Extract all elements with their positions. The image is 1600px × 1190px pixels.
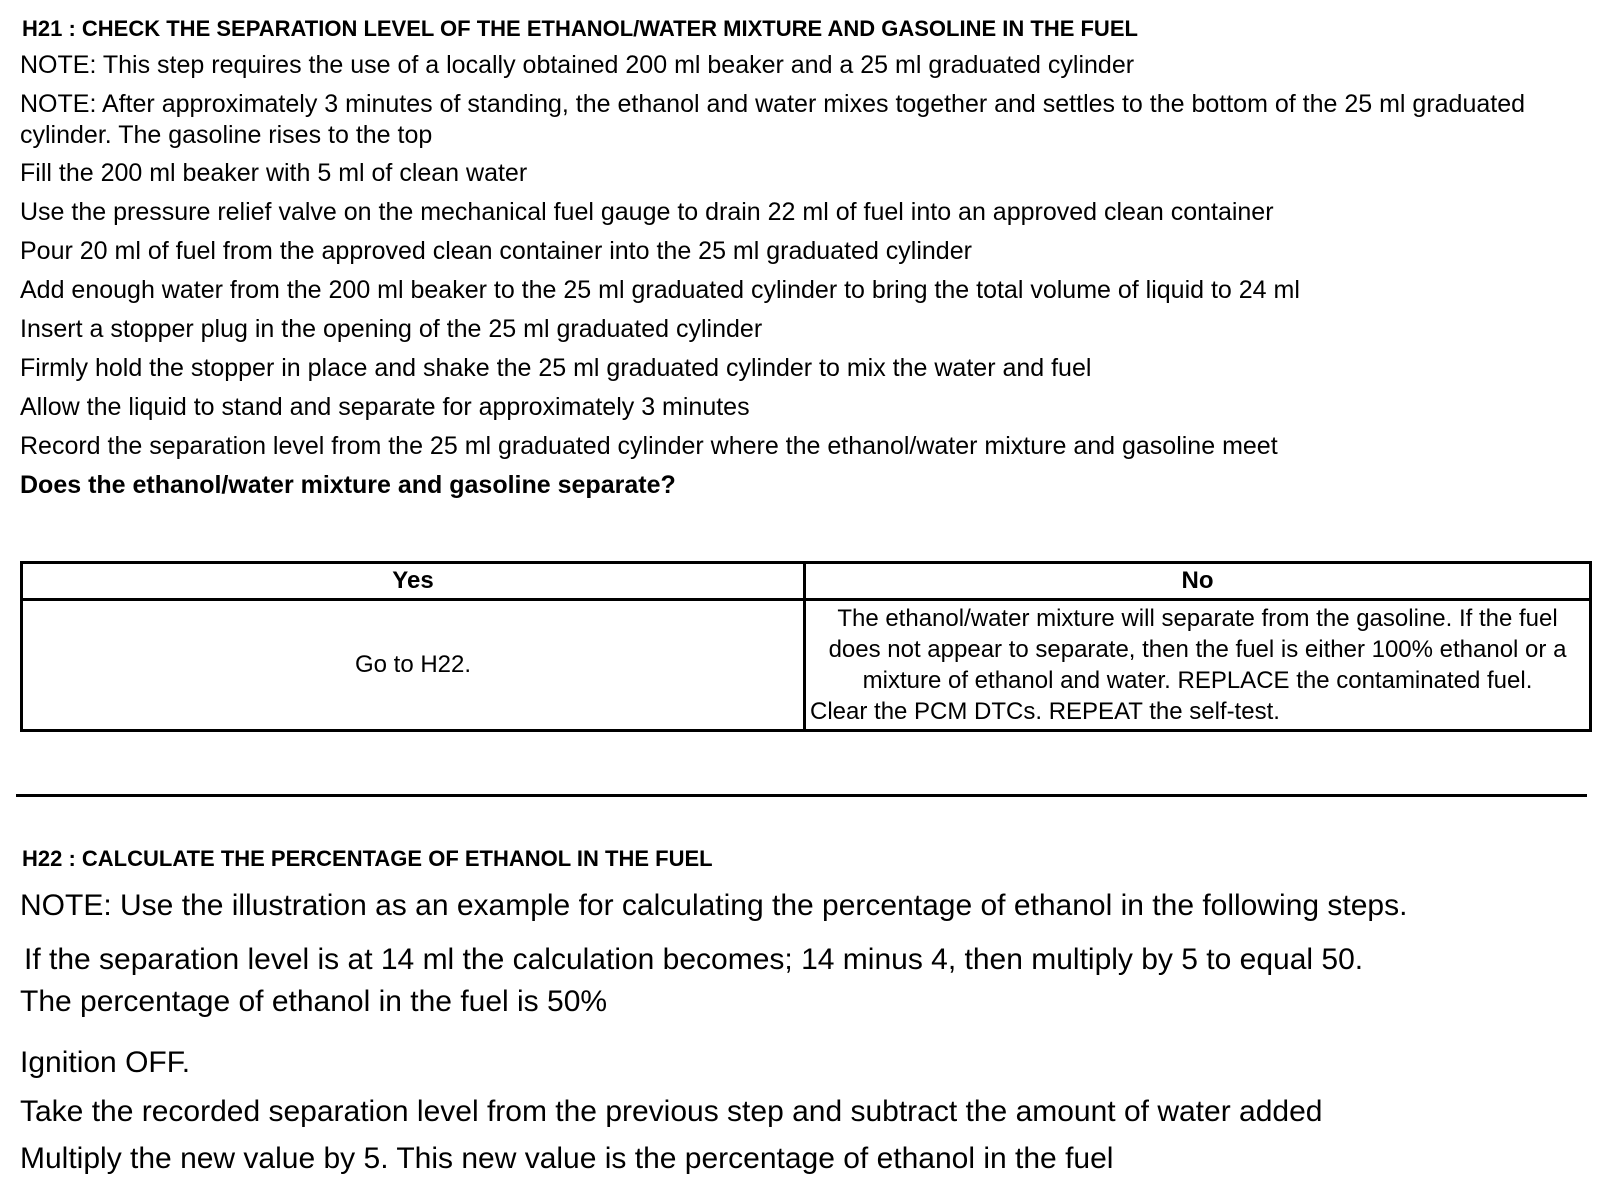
h21-question: Does the ethanol/water mixture and gasoline separate? [20,471,676,499]
h21-step-insert-stopper: Insert a stopper plug in the opening of the 25 ml graduated cylinder [20,315,763,343]
no-action-extra: Clear the PCM DTCs. REPEAT the self-test. [810,698,1280,725]
section-divider [16,794,1587,797]
h21-step-drain-fuel: Use the pressure relief valve on the mechanical fuel gauge to drain 22 ml of fuel into an approved clean container [20,198,1274,226]
h22-step-subtract: Take the recorded separation level from the previous step and subtract the amount of water added [20,1095,1323,1128]
decision-table-header-row [22,563,1591,600]
yes-header: Yes [22,563,805,600]
h21-title: H21 : CHECK THE SEPARATION LEVEL OF THE ETHANOL/WATER MIXTURE AND GASOLINE IN THE FUEL [22,16,1138,41]
h21-note-standing: NOTE: After approximately 3 minutes of standing, the ethanol and water mixes together and settles to the bottom of the 25 ml graduated cylinder. The gasoline rises to the top [20,90,1526,149]
no-action: The ethanol/water mixture will separate from the gasoline. If the fuel does not appear to separate, then the fuel is either 100% ethanol or a mixture of ethanol and water. REPLACE the contaminated fuel. [828,605,1567,694]
h22-example-line1: If the separation level is at 14 ml the calculation becomes; 14 minus 4, then multiply by 5 to equal 50. [24,943,1364,976]
h22-ignition-off: Ignition OFF. [20,1046,191,1079]
h22-title: H22 : CALCULATE THE PERCENTAGE OF ETHANOL IN THE FUEL [22,846,713,871]
h21-step-fill-beaker: Fill the 200 ml beaker with 5 ml of clean water [20,159,528,187]
h21-step-add-water: Add enough water from the 200 ml beaker to the 25 ml graduated cylinder to bring the total volume of liquid to 24 ml [20,276,1300,304]
yes-action-cell [22,600,805,731]
no-action-cell [805,600,1591,731]
h21-step-shake: Firmly hold the stopper in place and shake the 25 ml graduated cylinder to mix the water and fuel [20,354,1092,382]
h22-step-multiply: Multiply the new value by 5. This new value is the percentage of ethanol in the fuel [20,1142,1114,1175]
h22-example-line2: The percentage of ethanol in the fuel is 50% [20,985,608,1018]
h21-step-pour-fuel: Pour 20 ml of fuel from the approved clean container into the 25 ml graduated cylinder [20,237,972,265]
h21-step-stand: Allow the liquid to stand and separate for approximately 3 minutes [20,393,750,421]
decision-table [20,561,1592,732]
h22-note: NOTE: Use the illustration as an example for calculating the percentage of ethanol in the following steps. [20,889,1408,922]
h21-note-equipment: NOTE: This step requires the use of a locally obtained 200 ml beaker and a 25 ml graduated cylinder [20,51,1135,79]
decision-table-row [22,600,1591,731]
h21-step-record-level: Record the separation level from the 25 ml graduated cylinder where the ethanol/water mixture and gasoline meet [20,432,1278,460]
yes-action: Go to H22. [354,651,472,678]
no-header: No [805,563,1591,600]
